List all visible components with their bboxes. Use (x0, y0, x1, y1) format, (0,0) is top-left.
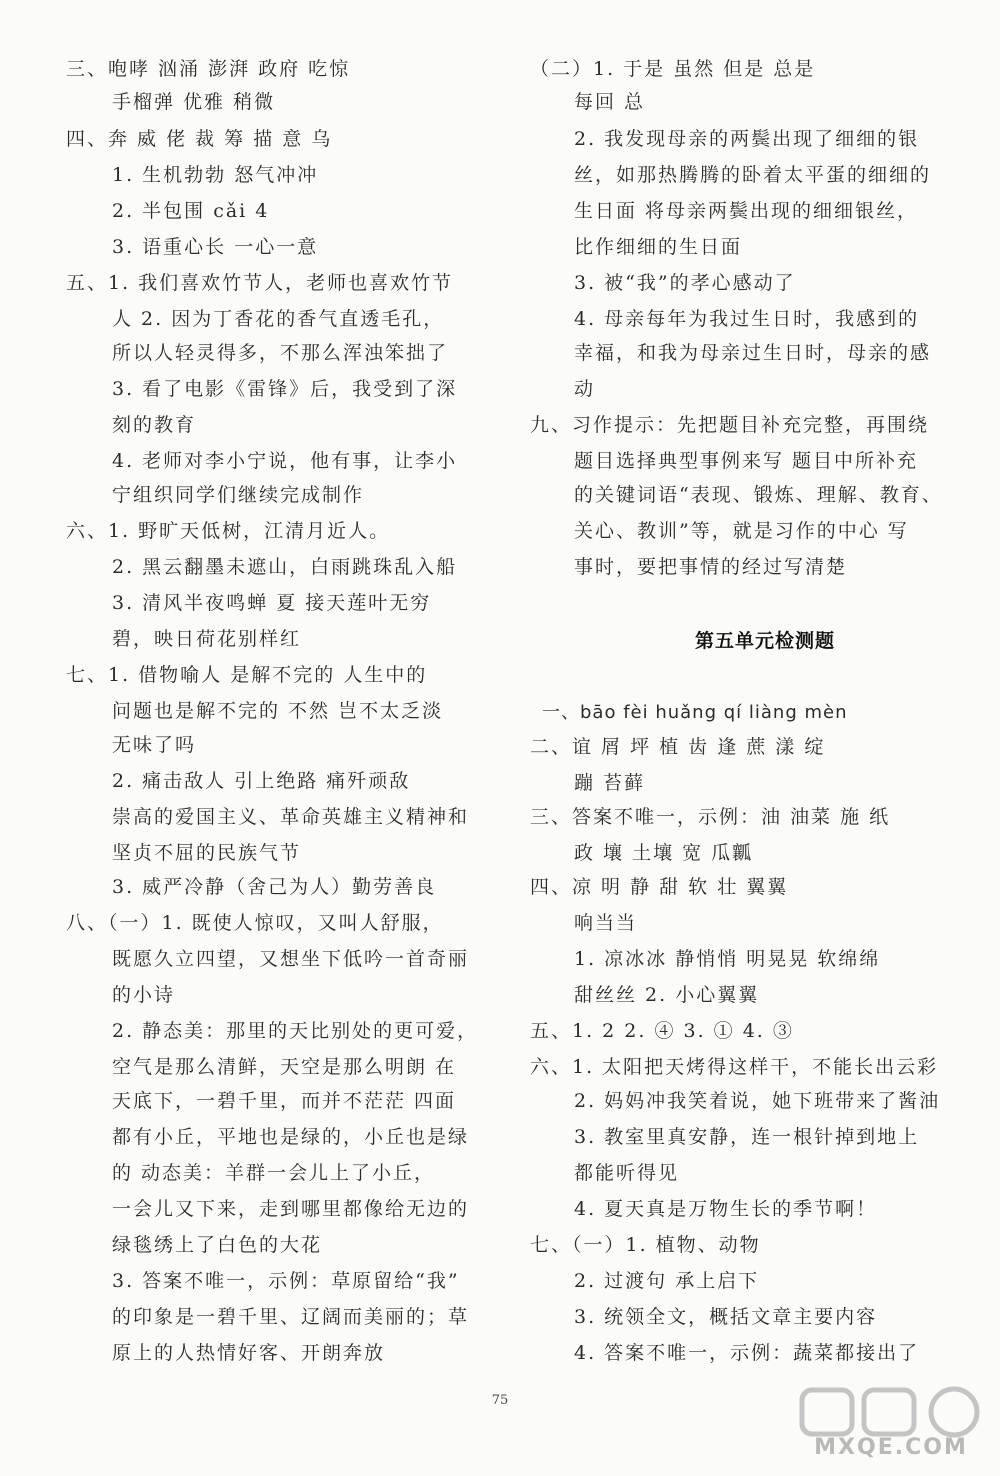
text-line: 手榴弹 优雅 稍微 (112, 91, 276, 113)
text-line: 天底下，一碧千里，而并不茫茫 四面 (112, 1090, 457, 1112)
pinyin-line: 一、bāo fèi huǎng qí liàng mèn (542, 702, 848, 723)
text-line: 绿毯绣上了白色的大花 (112, 1234, 323, 1256)
text-line: 崇高的爱国主义、革命英雄主义精神和 (112, 806, 470, 828)
text-line: 的 动态美：羊群一会儿上了小丘， (112, 1162, 436, 1184)
text-line: 比作细细的生日面 (574, 236, 743, 258)
text-line: 响当当 (574, 912, 638, 934)
text-line: 六、1. 野旷天低树，江清月近人。 (66, 520, 391, 542)
text-line: 无味了吗 (112, 734, 197, 756)
text-line: 4. 老师对李小宁说，他有事，让李小 (112, 450, 458, 472)
text-line: 2. 过渡句 承上启下 (574, 1270, 760, 1292)
text-line: 一会儿又下来，走到哪里都像给无边的 (112, 1198, 470, 1220)
section-title: 第五单元检测题 (694, 630, 835, 652)
text-line: 2. 痛击敌人 引上绝路 痛歼顽敌 (112, 770, 411, 792)
text-line: 生日面 将母亲两鬓出现的细细银丝， (574, 200, 919, 222)
watermark-text: MXQE.COM (814, 1435, 968, 1460)
text-line: 1. 凉冰冰 静悄悄 明晃晃 软绵绵 (574, 948, 881, 970)
text-line: 都能听得见 (574, 1162, 680, 1184)
text-line: 空气是那么清鲜，天空是那么明朗 在 (112, 1056, 457, 1078)
text-line: 事时，要把事情的经过写清楚 (574, 556, 848, 578)
text-line: 问题也是解不完的 不然 岂不太乏淡 (112, 700, 444, 722)
text-line: 关心、教训”等，就是习作的中心 写 (574, 520, 909, 542)
text-line: 三、咆哮 汹涌 澎湃 政府 吃惊 (66, 58, 351, 80)
text-line: 3. 统领全文，概括文章主要内容 (574, 1306, 878, 1328)
text-line: 四、凉 明 静 甜 软 壮 翼翼 (530, 876, 789, 898)
text-line: 4. 答案不唯一，示例：蔬菜都接出了 (574, 1342, 920, 1364)
text-line: 坚贞不屈的民族气节 (112, 842, 302, 864)
text-line: 的关键词语“表现、锻炼、理解、教育、 (574, 484, 943, 506)
text-line: 4. 母亲每年为我过生日时，我感到的 (574, 308, 920, 330)
text-line: 4. 夏天真是万物生长的季节啊！ (574, 1198, 878, 1220)
text-line: 刻的教育 (112, 414, 197, 436)
text-line: 原上的人热情好客、开朗奔放 (112, 1342, 386, 1364)
text-line: 2. 静态美：那里的天比别处的更可爱， (112, 1020, 479, 1042)
text-line: 甜丝丝 2. 小心翼翼 (574, 984, 760, 1006)
text-line: 丝，如那热腾腾的卧着太平蛋的细细的 (574, 164, 932, 186)
text-line: 既愿久立四望，又想坐下低吟一首奇丽 (112, 948, 470, 970)
text-line: 二、谊 屑 坪 植 齿 逢 蔗 漾 绽 (530, 736, 826, 758)
text-line: 2. 妈妈冲我笑着说，她下班带来了酱油 (574, 1090, 941, 1112)
text-line: 3. 看了电影《雷锋》后，我受到了深 (112, 378, 458, 400)
page-number: 75 (491, 1393, 509, 1408)
text-line: 3. 语重心长 一心一意 (112, 236, 319, 258)
text-line: 3. 清风半夜鸣蝉 夏 接天莲叶无穷 (112, 592, 432, 614)
text-line: 的小诗 (112, 984, 176, 1006)
text-line: 的印象是一碧千里、辽阔而美丽的；草 (112, 1306, 470, 1328)
text-line: 三、答案不唯一，示例：油 油菜 施 纸 (530, 806, 891, 828)
text-line: 题目选择典型事例来写 题目中所补充 (574, 450, 919, 472)
text-line: 2. 半包围 cǎi 4 (112, 200, 270, 222)
text-line: 3. 教室里真安静，连一根针掉到地上 (574, 1126, 920, 1148)
text-line: 都有小丘，平地也是绿的，小丘也是绿 (112, 1126, 470, 1148)
text-line: 碧，映日荷花别样红 (112, 628, 302, 650)
text-line: （二）1. 于是 虽然 但是 总是 (530, 58, 816, 80)
watermark-logo-icon (796, 1384, 986, 1440)
text-line: 六、1. 太阳把天烤得这样干，不能长出云彩 (530, 1056, 939, 1078)
text-line: 人 2. 因为丁香花的香气直透毛孔， (112, 308, 445, 330)
text-line: 蹦 苔藓 (574, 772, 646, 794)
text-line: 2. 黑云翻墨未遮山，白雨跳珠乱入船 (112, 556, 458, 578)
text-line: 3. 被“我”的孝心感动了 (574, 272, 796, 294)
text-line: 九、习作提示：先把题目补充完整，再围绕 (530, 414, 930, 436)
text-line: 八、（一）1. 既使人惊叹，又叫人舒服， (66, 912, 444, 934)
text-line: 3. 威严冷静（舍己为人）勤劳善良 (112, 876, 437, 898)
text-line: 2. 我发现母亲的两鬓出现了细细的银 (574, 128, 920, 150)
text-line: 五、1. 我们喜欢竹节人，老师也喜欢竹节 (66, 272, 454, 294)
text-line: 政 壤 土壤 宽 瓜瓤 (574, 842, 754, 864)
text-line: 动 (574, 378, 596, 400)
text-line: 1. 生机勃勃 怒气冲冲 (112, 164, 319, 186)
text-line: 所以人轻灵得多，不那么浑浊笨拙了 (112, 342, 449, 364)
text-line: 3. 答案不唯一，示例：草原留给“我” (112, 1270, 460, 1292)
text-line: 幸福，和我为母亲过生日时，母亲的感 (574, 342, 932, 364)
text-line: 四、奔 威 佬 裁 筹 描 意 乌 (66, 128, 333, 150)
text-line: 五、1. 2 2. ④ 3. ① 4. ③ (530, 1020, 794, 1042)
text-line: 每回 总 (574, 91, 646, 113)
text-line: 七、（一）1. 植物、动物 (530, 1234, 761, 1256)
site-watermark (796, 1384, 986, 1460)
text-line: 七、1. 借物喻人 是解不完的 人生中的 (66, 664, 428, 686)
text-line: 宁组织同学们继续完成制作 (112, 484, 365, 506)
